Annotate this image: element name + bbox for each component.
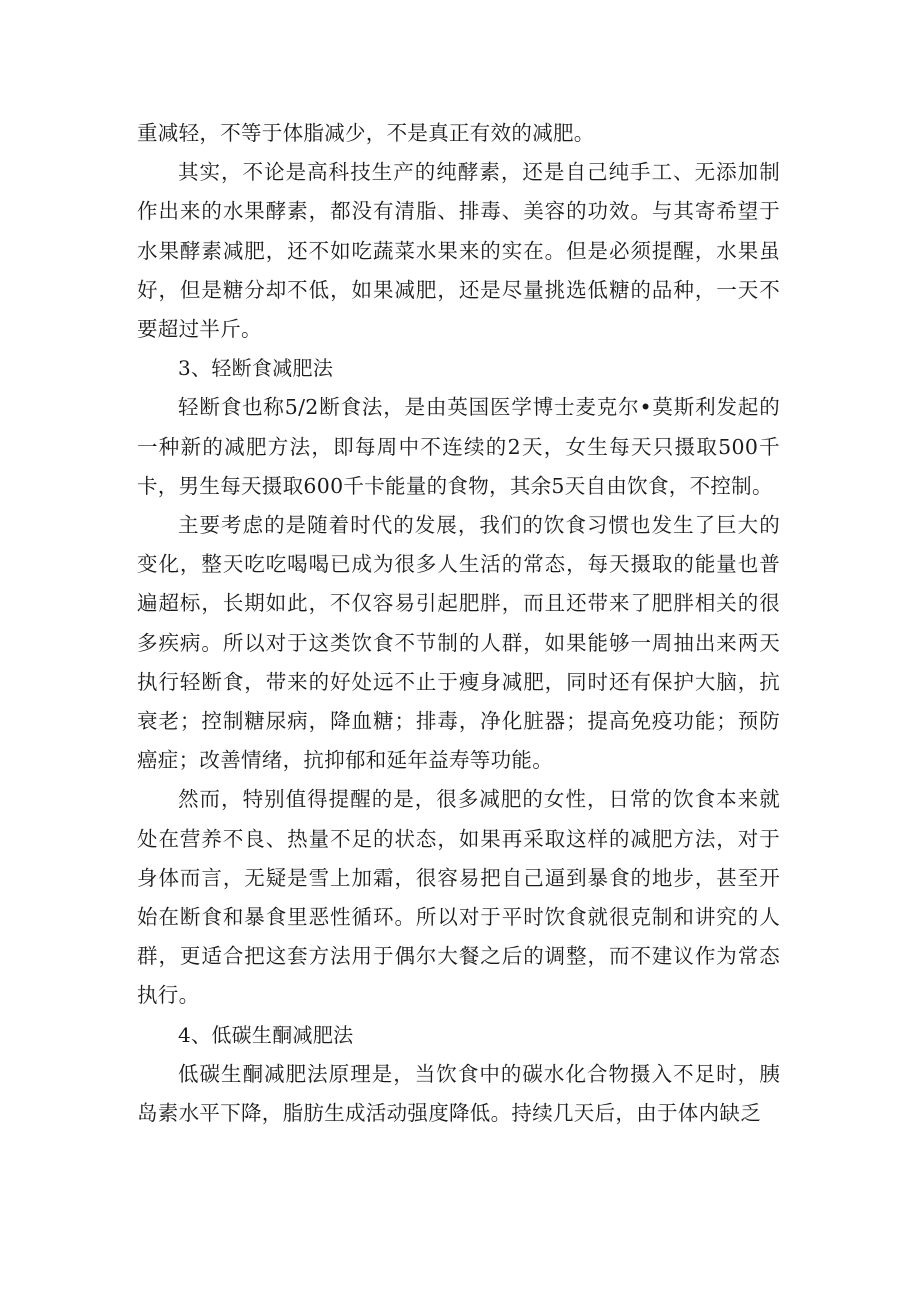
paragraph-light-fasting-intro: 轻断食也称5/2断食法，是由英国医学博士麦克尔•莫斯利发起的一种新的减肥方法，即每周中不连续的2天，女生每天只摄取500千卡，男生每天摄取600千卡能量的食物，其余5天自由饮食，不控制。 (137, 395, 780, 498)
paragraph-low-carb-keto: 低碳生酮减肥法原理是，当饮食中的碳水化合物摄入不足时，胰岛素水平下降，脂肪生成活动强度降低。持续几天后，由于体内缺乏 (137, 1061, 780, 1126)
paragraph-continuation: 重减轻，不等于体脂减少，不是真正有效的减肥。 (137, 121, 595, 145)
paragraph-fruit-enzyme: 其实，不论是高科技生产的纯酵素，还是自己纯手工、无添加制作出来的水果酵素，都没有清脂、排毒、美容的功效。与其寄希望于水果酵素减肥，还不如吃蔬菜水果来的实在。但是必须提醒，水果虽好，但是糖分却不低，如果减肥，还是尽量挑选低糖的品种，一天不要超过半斤。 (137, 160, 780, 342)
paragraph-light-fasting-caution: 然而，特别值得提醒的是，很多减肥的女性，日常的饮食本来就处在营养不良、热量不足的状态，如果再采取这样的减肥方法，对于身体而言，无疑是雪上加霜，很容易把自己逼到暴食的地步，甚至开始在断食和暴食里恶性循环。所以对于平时饮食就很克制和讲究的人群，更适合把这套方法用于偶尔大餐之后的调整，而不建议作为常态执行。 (137, 787, 780, 1008)
paragraph-light-fasting-benefits: 主要考虑的是随着时代的发展，我们的饮食习惯也发生了巨大的变化，整天吃吃喝喝已成为很多人生活的常态，每天摄取的能量也普遍超标，长期如此，不仅容易引起肥胖，而且还带来了肥胖相关的很多疾病。所以对于这类饮食不节制的人群，如果能够一周抽出来两天执行轻断食，带来的好处远不止于瘦身减肥，同时还有保护大脑，抗衰老；控制糖尿病，降血糖；排毒，净化脏器；提高免疫功能；预防癌症；改善情绪，抗抑郁和延年益寿等功能。 (137, 513, 780, 773)
section-heading-4: 4、低碳生酮减肥法 (178, 1022, 354, 1047)
section-heading-3: 3、轻断食减肥法 (178, 356, 334, 381)
